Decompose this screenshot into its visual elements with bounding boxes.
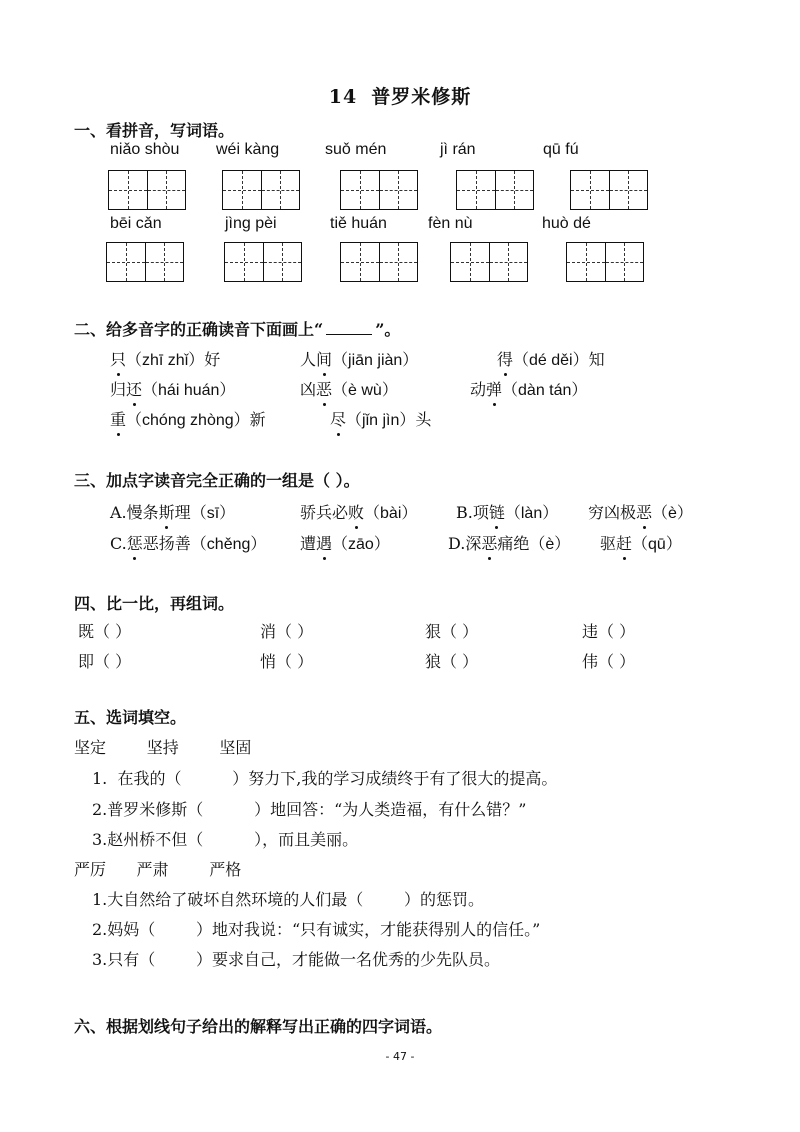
character-writing-grid[interactable] [340, 170, 418, 210]
polyphone-item [110, 377, 235, 400]
character-writing-grid[interactable] [108, 170, 186, 210]
compare-item[interactable]: 消（ ） [260, 622, 314, 641]
option-text: 骄兵必 [300, 503, 349, 522]
dotted-char: 斯 [159, 500, 175, 523]
word-choice-group-1: 坚定 坚持 坚固 [74, 738, 252, 757]
reading-options[interactable]: （dàn tán） [502, 382, 588, 399]
writing-cell[interactable] [610, 171, 648, 209]
polyphone-item [110, 407, 266, 430]
option-text: 痛绝 [497, 534, 530, 553]
fill-blank-sentence[interactable]: 3.赵州桥不但（ ），而且美丽。 [92, 830, 359, 849]
writing-cell[interactable] [606, 243, 644, 281]
reading-options[interactable]: （dé děi） [513, 352, 589, 369]
option-text: B.项 [456, 503, 489, 522]
character-writing-grid[interactable] [224, 242, 302, 282]
option-text: 理 [174, 503, 191, 522]
fill-blank-sentence[interactable]: 1.大自然给了破坏自然环境的人们最（ ）的惩罚。 [92, 890, 484, 909]
dotted-char: 恶 [316, 377, 332, 400]
word-char: 凶 [300, 380, 317, 399]
compare-item[interactable]: 狼（ ） [425, 652, 479, 671]
character-writing-grid[interactable] [106, 242, 184, 282]
fill-blank-sentence[interactable]: 3.只有（ ）要求自己，才能做一名优秀的少先队员。 [92, 950, 500, 969]
writing-cell[interactable] [262, 171, 300, 209]
writing-cell[interactable] [451, 243, 490, 281]
option-text: 遭 [300, 534, 317, 553]
page-number: - 47 - [385, 1050, 415, 1063]
pinyin-prompt: fèn nù [428, 215, 473, 232]
dotted-char: 恶 [481, 531, 497, 554]
dotted-char: 重 [110, 407, 126, 430]
writing-cell[interactable] [109, 171, 148, 209]
dotted-char: 链 [489, 500, 505, 523]
compare-item[interactable]: 伟（ ） [582, 652, 636, 671]
option-a-word-2[interactable] [300, 500, 417, 523]
pinyin-prompt: wéi kàng [216, 141, 280, 158]
option-pinyin: （è） [652, 505, 693, 522]
option-text: 穷凶极 [588, 503, 637, 522]
dotted-char: 只 [110, 347, 126, 370]
option-pinyin: （zāo） [332, 536, 390, 553]
pinyin-prompt: jìng pèi [225, 215, 277, 232]
option-text: D.深 [448, 534, 482, 553]
option-text: A.慢条 [110, 503, 159, 522]
character-writing-grid[interactable] [222, 170, 300, 210]
word-char: 知 [588, 350, 605, 369]
option-a-word-1[interactable] [110, 500, 235, 523]
writing-cell[interactable] [457, 171, 496, 209]
reading-options[interactable]: （chóng zhòng） [126, 412, 250, 429]
writing-cell[interactable] [264, 243, 302, 281]
word-char: 新 [249, 410, 266, 429]
writing-cell[interactable] [341, 171, 380, 209]
writing-cell[interactable] [148, 171, 186, 209]
writing-cell[interactable] [107, 243, 146, 281]
writing-cell[interactable] [490, 243, 528, 281]
reading-options[interactable]: （jǐn jìn） [346, 412, 416, 429]
heading-text: ”。 [375, 320, 401, 339]
pinyin-prompt: jì rán [440, 141, 476, 158]
dotted-char: 遇 [316, 531, 332, 554]
pinyin-prompt: bēi cǎn [110, 215, 162, 232]
dotted-char: 弹 [486, 377, 502, 400]
dotted-char: 赶 [616, 531, 632, 554]
pinyin-prompt: suǒ mén [325, 141, 387, 158]
compare-item[interactable]: 悄（ ） [260, 652, 314, 671]
writing-cell[interactable] [225, 243, 264, 281]
writing-cell[interactable] [380, 171, 418, 209]
reading-options[interactable]: （zhī zhǐ） [126, 352, 205, 369]
writing-cell[interactable] [496, 171, 534, 209]
compare-item[interactable]: 违（ ） [582, 622, 636, 641]
option-pinyin: （qū） [632, 536, 682, 553]
dotted-char: 还 [126, 377, 142, 400]
dotted-char: 恶 [636, 500, 652, 523]
compare-item[interactable]: 狠（ ） [425, 622, 479, 641]
dotted-char: 惩 [127, 531, 143, 554]
character-writing-grid[interactable] [450, 242, 528, 282]
word-choice-group-2: 严厉 严肃 严格 [74, 860, 242, 879]
reading-options[interactable]: （è wù） [332, 382, 398, 399]
character-writing-grid[interactable] [340, 242, 418, 282]
section-2-heading [74, 317, 400, 340]
reading-options[interactable]: （jiān jiàn） [332, 352, 419, 369]
compare-item[interactable]: 既（ ） [78, 622, 132, 641]
option-pinyin: （chěng） [190, 536, 267, 553]
section-1-heading: 一、看拼音，写词语。 [74, 121, 235, 140]
word-char: 归 [110, 380, 127, 399]
fill-blank-sentence[interactable]: 1. 在我的（ ）努力下,我的学习成绩终于有了很大的提高。 [92, 769, 558, 788]
character-writing-grid[interactable] [570, 170, 648, 210]
dotted-char: 得 [497, 347, 513, 370]
option-text: 恶扬善 [142, 534, 191, 553]
word-char: 人 [300, 350, 317, 369]
dotted-char: 间 [316, 347, 332, 370]
pinyin-prompt: niǎo shòu [110, 141, 180, 158]
pinyin-prompt: qū fú [543, 141, 579, 158]
option-d-word-2[interactable] [600, 531, 682, 554]
writing-cell[interactable] [223, 171, 262, 209]
fill-blank-sentence[interactable]: 2.普罗米修斯（ ）地回答：“为人类造福，有什么错？” [92, 800, 527, 819]
option-b-word-2[interactable] [588, 500, 693, 523]
option-text: C. [110, 534, 127, 553]
section-3-heading: 三、加点字读音完全正确的一组是（ ）。 [74, 471, 360, 490]
dotted-char: 尽 [330, 407, 346, 430]
polyphone-item [470, 377, 587, 400]
polyphone-item [330, 407, 431, 430]
character-writing-grid[interactable] [566, 242, 644, 282]
option-b-word-1[interactable] [456, 500, 558, 523]
fill-blank-sentence[interactable]: 2.妈妈（ ）地对我说：“只有诚实，才能获得别人的信任。” [92, 920, 541, 939]
underline-mark [326, 320, 372, 335]
section-5-heading: 五、选词填空。 [74, 708, 187, 727]
lesson-name: 普罗米修斯 [371, 86, 472, 108]
heading-text: 二、给多音字的正确读音下面画上“ [74, 320, 324, 339]
writing-cell[interactable] [571, 171, 610, 209]
option-c-word-1[interactable] [110, 531, 266, 554]
dotted-char: 败 [348, 500, 364, 523]
section-4-heading: 四、比一比，再组词。 [74, 594, 235, 613]
option-pinyin: （bài） [364, 505, 418, 522]
word-char: 好 [204, 350, 221, 369]
lesson-number: 14 [328, 86, 358, 108]
pinyin-prompt: tiě huán [330, 215, 387, 232]
writing-cell[interactable] [341, 243, 380, 281]
option-pinyin: （sī） [190, 505, 236, 522]
word-char: 动 [470, 380, 487, 399]
polyphone-item [110, 347, 220, 370]
polyphone-item [497, 347, 605, 370]
pinyin-prompt: huò dé [542, 215, 591, 232]
polyphone-item [300, 377, 398, 400]
word-char: 头 [415, 410, 432, 429]
option-text: 驱 [600, 534, 617, 553]
option-d-word-1[interactable] [448, 531, 570, 554]
writing-cell[interactable] [146, 243, 184, 281]
option-pinyin: （è） [529, 536, 571, 553]
compare-item[interactable]: 即（ ） [78, 652, 132, 671]
reading-options[interactable]: （hái huán） [142, 382, 236, 399]
option-pinyin: （làn） [504, 505, 559, 522]
polyphone-item [300, 347, 418, 370]
lesson-title [0, 82, 800, 109]
writing-cell[interactable] [380, 243, 418, 281]
section-6-heading: 六、根据划线句子给出的解释写出正确的四字词语。 [74, 1017, 443, 1036]
option-c-word-2[interactable] [300, 531, 390, 554]
writing-cell[interactable] [567, 243, 606, 281]
character-writing-grid[interactable] [456, 170, 534, 210]
